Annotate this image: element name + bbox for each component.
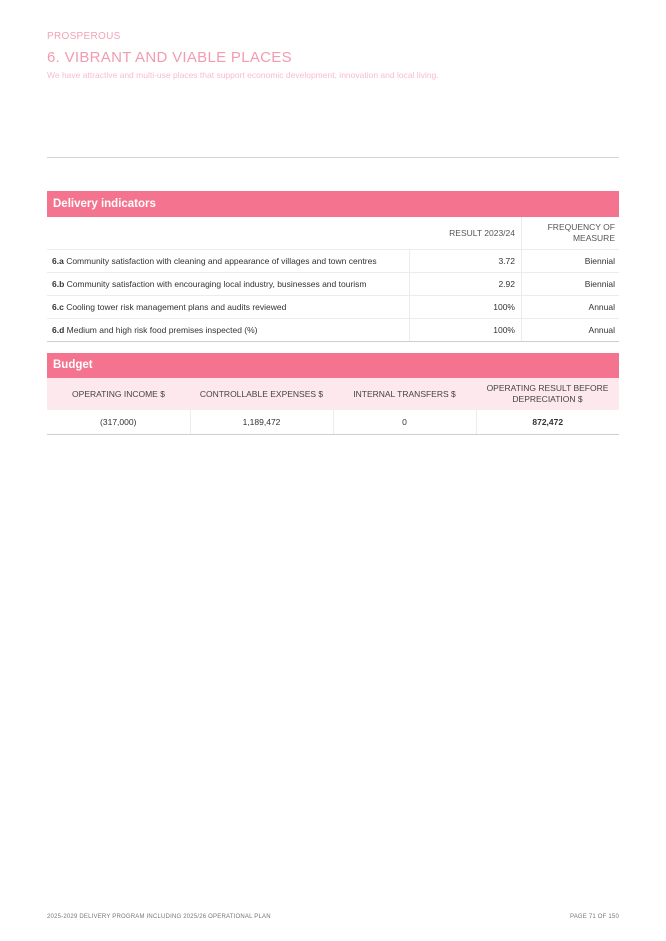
page-subtitle: We have attractive and multi-use places that support economic development, innovation and local living.: [47, 70, 439, 80]
frequency-cell: Annual: [522, 296, 620, 319]
table-row: [47, 296, 619, 319]
page-title: 6. VIBRANT AND VIABLE PLACES: [47, 49, 292, 66]
indicator-text: Cooling tower risk management plans and audits reviewed: [63, 302, 287, 312]
internal-transfers-header: INTERNAL TRANSFERS $: [333, 378, 476, 410]
indicator-cell: [47, 296, 410, 319]
budget-heading: Budget: [47, 353, 619, 378]
indicator-text: Community satisfaction with encouraging local industry, businesses and tourism: [64, 279, 367, 289]
frequency-header-line2: MEASURE: [572, 233, 615, 243]
table-header-row: [47, 217, 619, 250]
section-eyebrow: PROSPEROUS: [47, 31, 121, 42]
table-row: [47, 250, 619, 273]
result-cell: 2.92: [410, 273, 522, 296]
footer-document-title: 2025-2029 DELIVERY PROGRAM INCLUDING 2025/26 OPERATIONAL PLAN: [47, 914, 271, 920]
indicator-text: Medium and high risk food premises inspected (%): [64, 325, 258, 335]
indicator-code: 6.b: [52, 279, 65, 289]
result-cell: 100%: [410, 319, 522, 342]
indicator-cell: [47, 319, 410, 342]
controllable-expenses-header: CONTROLLABLE EXPENSES $: [190, 378, 333, 410]
budget-header-row: [47, 378, 619, 410]
frequency-column-header: [522, 217, 620, 250]
budget-panel: [47, 353, 619, 435]
operating-income-value: (317,000): [47, 410, 190, 435]
indicator-text: Community satisfaction with cleaning and appearance of villages and town centres: [63, 256, 377, 266]
table-row: [47, 319, 619, 342]
indicator-cell: [47, 250, 410, 273]
operating-result-header: OPERATING RESULT BEFORE DEPRECIATION $: [476, 378, 619, 410]
footer-page-number: PAGE 71 OF 150: [569, 914, 619, 920]
frequency-header-line1: FREQUENCY OF: [547, 222, 615, 232]
result-cell: 3.72: [410, 250, 522, 273]
result-cell: 100%: [410, 296, 522, 319]
indicator-column-header: [47, 217, 410, 250]
indicator-code: 6.d: [52, 325, 65, 335]
frequency-cell: Biennial: [522, 273, 620, 296]
delivery-indicators-panel: [47, 191, 619, 342]
frequency-cell: Annual: [522, 319, 620, 342]
indicator-code: 6.c: [52, 302, 64, 312]
delivery-indicators-table: [47, 217, 619, 342]
frequency-cell: Biennial: [522, 250, 620, 273]
controllable-expenses-value: 1,189,472: [190, 410, 333, 435]
delivery-indicators-heading: Delivery indicators: [47, 191, 619, 217]
indicator-code: 6.a: [52, 256, 64, 266]
header-divider: [47, 157, 619, 158]
internal-transfers-value: 0: [333, 410, 476, 435]
budget-table: [47, 378, 619, 435]
result-column-header: RESULT 2023/24: [410, 217, 522, 250]
table-row: [47, 273, 619, 296]
operating-result-value: 872,472: [476, 410, 619, 435]
budget-value-row: [47, 410, 619, 435]
operating-income-header: OPERATING INCOME $: [47, 378, 190, 410]
indicator-cell: [47, 273, 410, 296]
